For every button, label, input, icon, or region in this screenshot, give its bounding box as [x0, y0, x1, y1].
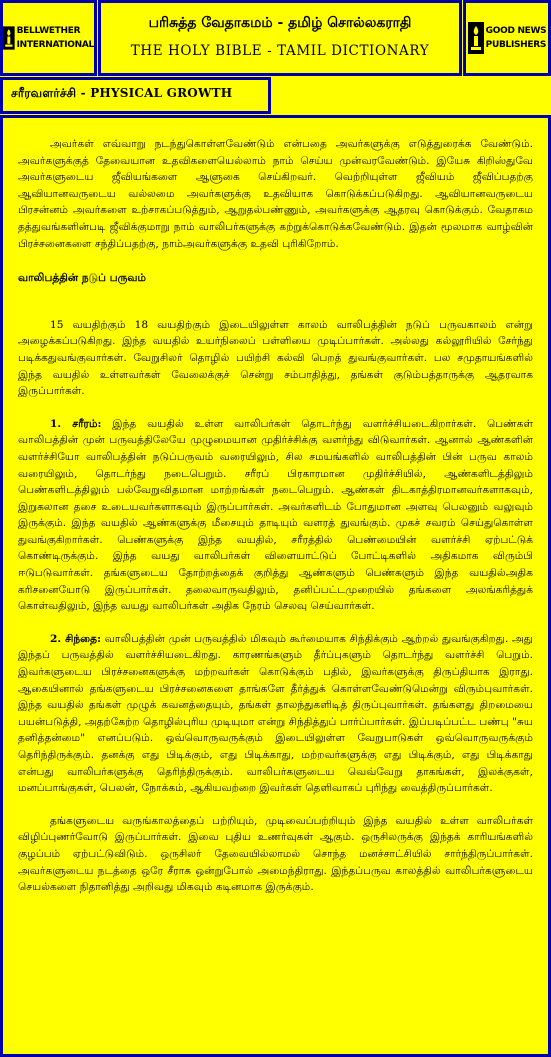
point-physical-label: 1. சரீரம்:	[50, 417, 102, 430]
article-body	[3, 118, 548, 896]
lamp-icon	[468, 22, 484, 54]
bellwether-logo-text	[17, 24, 94, 52]
section-title-box	[0, 77, 271, 114]
dictionary-title-english: THE HOLY BIBLE - TAMIL DICTIONARY	[130, 43, 430, 59]
intro-paragraph: அவர்கள் எவ்வாறு நடந்துகொள்ளவேண்டும் என்பதை அவர்களுக்கு எடுத்துரைக்க வேண்டும். அவர்களுக்குத் தேவையான உதவிகளையெல்லாம் நாம் செய்ய முன்வரவேண்டும். இயேசு கிறிஸ்துவே அவர்களுடைய ஜீவியங்களை ஆளுகை செய்கிறவர். வெற்றியுள்ள ஜீவியம் ஜீவிப்பதற்கு ஆவியானவருடைய வல்லமை அவர்களுக்கு உதவியாக கொடுக்கப்படுகிறது. ஆவியானவருடைய பிரசன்னம் அவர்களை உற்சாகப்படுத்தும், ஆறுதல்பண்ணும், அவர்களுக்கு ஆதரவு கொடுக்கும். வேதாகம தத்துவங்களின்படி ஜீவிக்குமாறு நாம் வாலிபர்களுக்கு கற்றுக்கொடுக்கவேண்டும். இதன் மூலமாக வாழ்வின் பிரச்சனைகளை சந்திப்பதற்கு, நாம்அவர்களுக்கு உதவி புரிகிறோம்.	[18, 138, 533, 250]
logo-right-line-1: GOOD NEWS	[485, 26, 547, 36]
closing-paragraph: தங்களுடைய வருங்காலத்தைப் பற்றியும், முடிவைப்பற்றியும் இந்த வயதில் உள்ள வாலிபர்கள் விழிப்புணர்வோடு இருப்பார்கள். இவை புதிய உணர்வுகள் ஆகும். ஒருசிலருக்கு இந்தக் காரியங்களில் குழப்பம் ஏற்பட்டுவிடும். ஒருசிலர் தேவையில்லாமல் சொந்த மனச்சாட்சியில் சார்ந்திருப்பார்கள். அவர்களுடைய நடத்தை ஒரே சீராக ஒன்றுபோல் அமைந்திராது. இந்தப்பருவ காலத்தில் வாலிபர்களுடைய செயல்களை நிதானித்து அறிவது மிகவும் கடினமாக இருக்கும்.	[18, 814, 533, 894]
point-mind-text: வாலிபத்தின் முன் பருவத்தில் மிகவும் கூர்மையாக சிந்திக்கும் ஆற்றல் துவங்குகிறது. அது இந்தப் பருவத்தில் வளர்ச்சியடைகிறது. காரணங்களும் தீர்ப்புகளும் தொடர்ந்து வளர்ச்சி பெறும். இவர்களுடைய பிரச்சனைகளுக்கு மற்றவர்கள் கொடுக்கும் பதில், இவர்களுக்கு திருப்தியாக இராது. ஆகையினால் தங்களுடைய பிரச்சனைகளை தாங்களே தீர்த்துக் கொள்ளவேண்டுமென்று விரும்புவார்கள். இந்த வயதில் தங்கள் முழுக் கவனத்தையும், தங்கள் தாலந்துகளிடித் திருப்புவார்கள். தங்களது திறமையை பயன்படுத்தி, அதற்கேற்ற தொழில்புரிய முடியுமா என்று சிந்தித்துப் பார்ப்பார்கள். இப்படிப்பட்ட பண்பு "சுய தனித்தன்மை" எனப்படும். ஒவ்வொருவருக்கும் இடையிலுள்ள வேறுபாடுகள் ஒவ்வொருவருக்கும் தெரிந்திருக்கும். தனக்கு எது பிடிக்கும், எது பிடிக்காது, மற்றவர்களுக்கு எது பிடிக்கும், எது பிடிக்காது என்பது வாலிபர்களுக்கு தெரிந்திருக்கும். வாலிபர்களுடைய வெவ்வேறு தாகங்கள், இலக்குகள், மனப்பாங்குகள், பெலன், நோக்கம், ஆகியவற்றை இவர்கள் தெளிவாகப் புரிந்து வைத்திருப்பார்கள்.	[18, 632, 533, 795]
title-box	[98, 0, 462, 76]
point-physical	[18, 416, 533, 615]
content-box	[0, 115, 551, 1057]
logo-right-line-2: PUBLISHERS	[485, 40, 547, 50]
point-physical-text: இந்த வயதில் உள்ள வாலிபர்கள் தொடர்ந்து வளர்ச்சியடைகிறார்கள். பெண்கள் வாலிபத்தின் முன் பருவத்திலேயே முழுமையான முதிர்ச்சிக்கு வளர்ந்து விடுவார்கள். ஆனால் ஆண்களின் வளர்ச்சியோ வாலிபத்தின் நடுப்பருவம் வரையிலும், சில சமயங்களில் வாலிபத்தின் பின் பருவ காலம் வரையிலும், தொடர்ந்து நடைபெறும். சரீரப் பிரகாரமான முதிர்ச்சியில், ஆண்களிடத்திலும் பெண்களிடத்திலும் பல்வேறுவிதமான மாற்றங்கள் நடைபெறும். ஆண்கள் திடகாத்திரமானவர்களாகவும், இறுகலான தசை உடையவர்களாகவும் இருப்பார்கள். அவர்களிடம் போதுமான அளவு பெலனும் வலுவும் இருக்கும். இந்த வயதில் ஆண்களுக்கு மீசையும் தாடியும் வளரத் துவங்கும். முகச் சவரம் செய்துகொள்ள துவங்குகிறார்கள். பெண்களுக்கு இந்த வயதில், சரீரத்தில் பெண்மையின் வளர்ச்சி ஏற்பட்டுக் கொண்டிருக்கும். இந்த வயது வாலிபர்கள் விளையாட்டுப் போட்டிகளில் அதிகமாக விரும்பி ஈடுபடுவார்கள். தங்களுடைய தோற்றத்தைக் குறித்து ஆண்களும் பெண்களும் இந்த வயதில்அதிக கரிசனையோடு இருப்பார்கள். தலைவாருவதிலும், தனிப்பட்டமுறையில் தங்களை அலங்கரித்துக் கொள்வதிலும், இந்த வயது வாலிபர்கள் அதிக நேரம் செலவு செய்வார்கள்.	[18, 417, 533, 613]
lamp-icon	[3, 22, 15, 54]
age-paragraph: 15 வயதிற்கும் 18 வயதிற்கும் இடையிலுள்ள காலம் வாலிபத்தின் நடுப் பருவகாலம் என்று அழைக்கப்படுகிறது. இந்த வயதில் உயர்நிலைப் பள்ளியை முடிப்பார்கள். அல்லது கல்லூரியில் சேர்ந்து படிக்கதுவங்குவார்கள். வேறுசிலர் தொழில் பயிற்சி கல்வி பெறத் துவங்குவார்கள். பல சமுதாயங்களில் இந்த வயதில் உள்ளவர்கள் வேலைக்குச் சென்று சம்பாதித்து, தங்கள் குடும்பத்தாருக்கு ஆதரவாக இருப்பார்கள்.	[18, 318, 533, 398]
subheading: வாலிபத்தின் நடுப் பருவம்	[18, 272, 147, 285]
dictionary-title-tamil: பரிசுத்த வேதாகமம் - தமிழ் சொல்லகராதி	[148, 15, 412, 31]
logo-left-line-1: BELLWETHER	[16, 26, 81, 36]
section-title: சரீரவளர்ச்சி - PHYSICAL GROWTH	[11, 86, 233, 100]
point-mind	[18, 631, 533, 797]
good-news-logo-box	[463, 0, 551, 76]
good-news-logo-text	[486, 24, 547, 52]
logo-left-line-2: INTERNATIONAL	[16, 40, 94, 50]
point-mind-label: 2. சிந்தை:	[50, 632, 101, 645]
bellwether-logo-box	[0, 0, 97, 76]
